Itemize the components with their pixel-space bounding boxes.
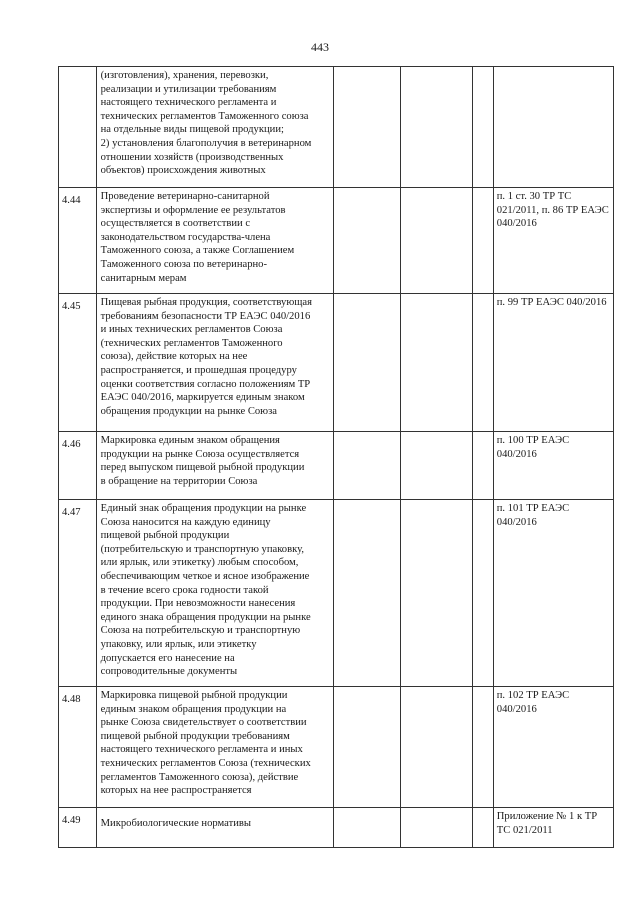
row-reference-cell [493,294,613,432]
row-text: Маркировка единым знаком обращения продукции на рынке Союза осуществляется перед выпуском пищевой рыбной продукции в обращение на территории Союза [100,435,305,487]
requirements-table [58,66,614,848]
row-reference: Приложение № 1 к ТР ТС 021/2011 [496,811,598,836]
empty-cell [400,500,472,687]
row-number: 4.48 [62,694,81,705]
empty-cell [333,188,400,294]
empty-cell [472,432,493,500]
empty-cell [400,188,472,294]
empty-cell [400,687,472,808]
row-number: 4.44 [62,195,81,206]
row-text: (изготовления), хранения, перевозки, реализации и утилизации требованиям настоящего технического регламента и технических регламентов Таможенного союза на отдельные виды пищевой продукции; 2) установления благополучия в ветеринарном отношении хозяйств (производственных объектов) происхождения животных [100,70,312,177]
empty-cell [333,687,400,808]
table-row [59,188,614,294]
row-reference-cell [493,432,613,500]
row-reference: п. 99 ТР ЕАЭС 040/2016 [496,297,607,308]
row-text: Единый знак обращения продукции на рынке Союза наносится на каждую единицу пищевой рыбной продукции (потребительскую и транспортную упаковку, или ярлык, или этикетку) любым способом, обеспечивающим четкое и ясное изображение в течение всего срока годности такой продукции. При невозможности нанесения единого знака обращения продукции на рынке Союза на потребительскую и транспортную упаковку, или ярлык, или этикетку допускается его нанесение на сопроводительные документы [100,503,311,678]
row-text-cell [96,687,333,808]
row-reference: п. 101 ТР ЕАЭС 040/2016 [496,503,570,528]
empty-cell [472,188,493,294]
empty-cell [333,67,400,188]
empty-cell [333,500,400,687]
empty-cell [333,294,400,432]
row-reference-cell [493,188,613,294]
row-number-cell [59,808,97,848]
row-text-cell [96,294,333,432]
row-reference-cell [493,808,613,848]
empty-cell [400,808,472,848]
empty-cell [472,808,493,848]
row-number: 4.47 [62,507,81,518]
row-text: Проведение ветеринарно-санитарной экспертизы и оформление ее результатов осуществляется в соответствии с законодательством государства-члена Таможенного союза, а также Соглашением Таможенного союза по ветеринарно- санитарным мерам [100,191,295,284]
table-row [59,687,614,808]
row-reference: п. 100 ТР ЕАЭС 040/2016 [496,435,570,460]
row-text: Микробиологические нормативы [100,818,252,829]
row-reference: п. 102 ТР ЕАЭС 040/2016 [496,690,570,715]
page-number: 443 [311,40,329,54]
empty-cell [400,294,472,432]
row-text-cell [96,808,333,848]
empty-cell [472,67,493,188]
row-text-cell [96,67,333,188]
table-row [59,432,614,500]
row-text-cell [96,500,333,687]
row-number-cell [59,500,97,687]
table-row [59,67,614,188]
row-reference-cell [493,500,613,687]
row-number-cell [59,432,97,500]
row-text-cell [96,188,333,294]
row-text: Пищевая рыбная продукция, соответствующая требованиям безопасности ТР ЕАЭС 040/2016 и иных технических регламентов Союза (технических регламентов Таможенного союза), действие которых на нее распространяется, и прошедшая процедуру оценки соответствия согласно положениям ТР ЕАЭС 040/2016, маркируется единым знаком обращения продукции на рынке Союза [100,297,312,417]
empty-cell [472,294,493,432]
row-reference-cell [493,687,613,808]
empty-cell [400,432,472,500]
row-number-cell [59,687,97,808]
table-row [59,500,614,687]
empty-cell [400,67,472,188]
row-number: 4.49 [62,815,81,826]
empty-cell [472,500,493,687]
row-number: 4.45 [62,301,81,312]
empty-cell [333,808,400,848]
row-reference: п. 1 ст. 30 ТР ТС 021/2011, п. 86 ТР ЕАЭС 040/2016 [496,191,609,230]
table-row [59,294,614,432]
empty-cell [333,432,400,500]
row-text-cell [96,432,333,500]
row-number-cell [59,67,97,188]
row-number-cell [59,188,97,294]
empty-cell [472,687,493,808]
row-number: 4.46 [62,439,81,450]
row-text: Маркировка пищевой рыбной продукции единым знаком обращения продукции на рынке Союза свидетельствует о соответствии пищевой рыбной продукции требованиям настоящего технического регламента и иных технических регламентов Союза (технических регламентов Таможенного союза), действие которых на нее распространяется [100,690,311,797]
table-row [59,808,614,848]
row-reference-cell [493,67,613,188]
row-number-cell [59,294,97,432]
